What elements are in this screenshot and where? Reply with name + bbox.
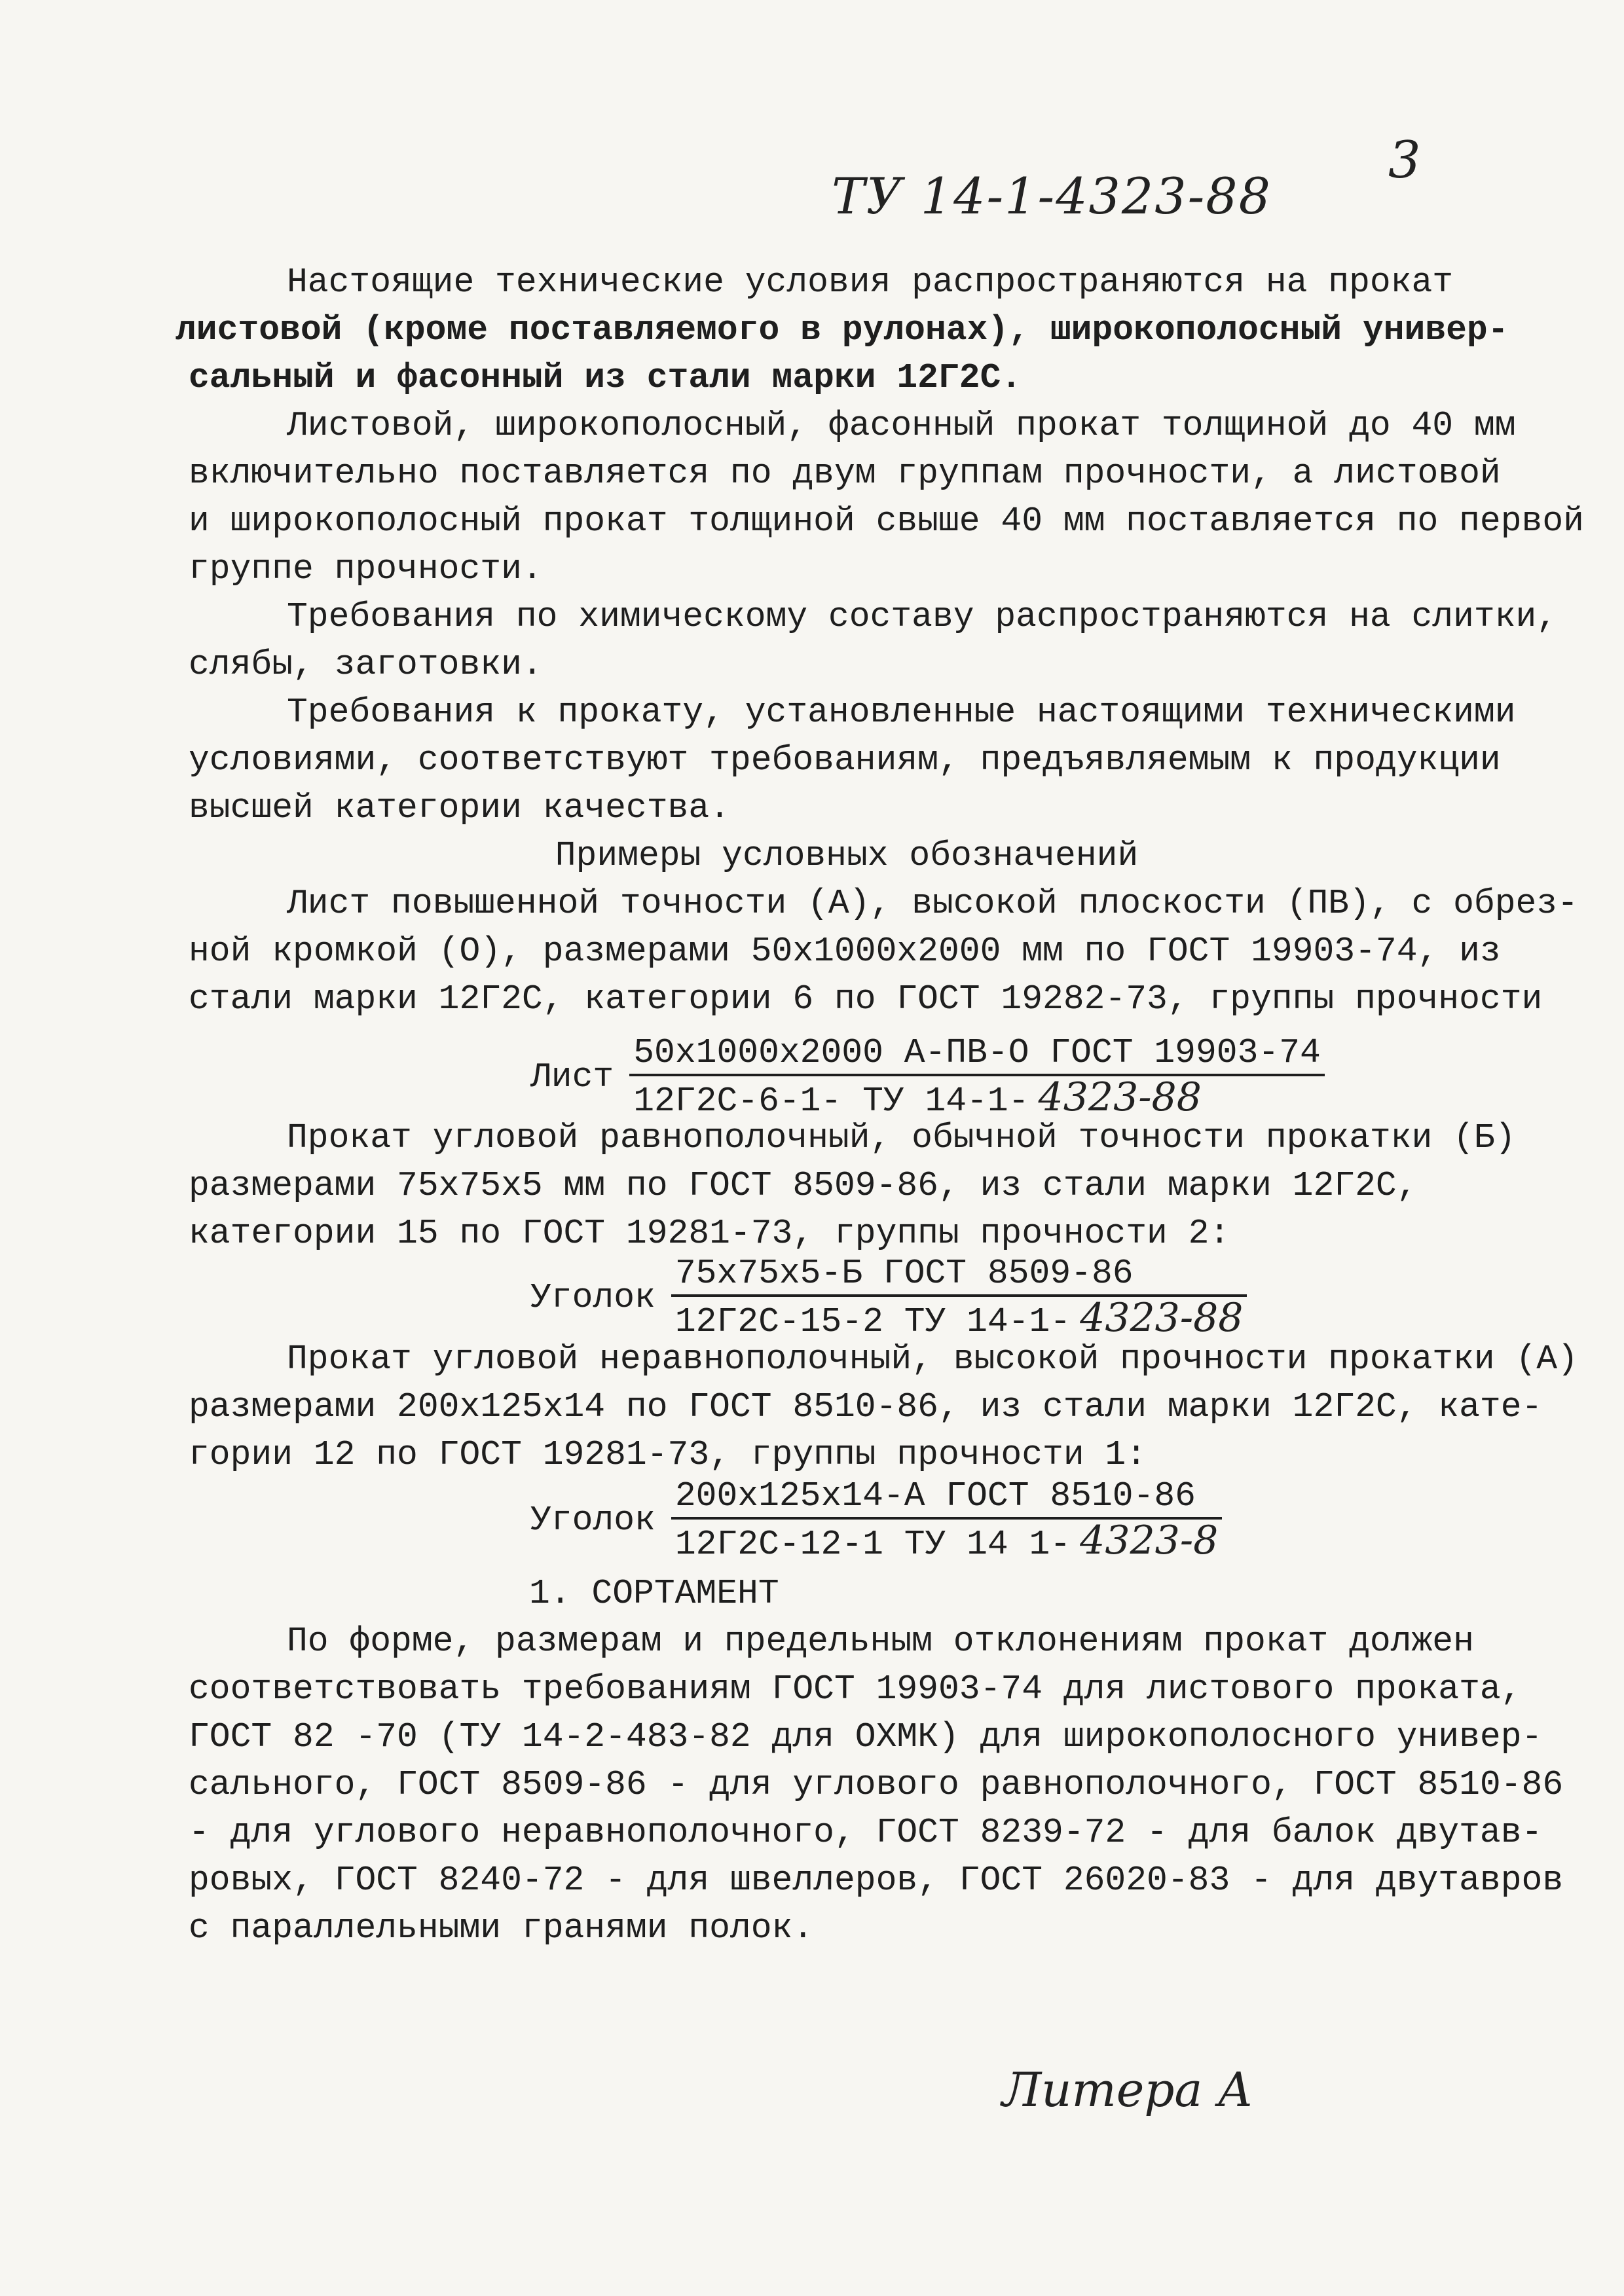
text-line: Прокат угловой неравнополочный, высокой прочности прокатки (А) — [287, 1339, 1578, 1379]
formula-word: Лист — [530, 1057, 614, 1097]
text-line: Настоящие технические условия распространяются на прокат — [287, 263, 1454, 302]
text-line: Прокат угловой равнополочный, обычной точности прокатки (Б) — [287, 1118, 1516, 1157]
formula-denominator-text: 12Г2С-12-1 ТУ 14 1- — [674, 1525, 1071, 1564]
formula-denominator — [671, 1520, 1222, 1564]
text-line: высшей категории качества. — [189, 788, 730, 828]
designation-formula-unequal-angle — [530, 1476, 1222, 1564]
handwritten-tu-number: 4323-88 — [1080, 1295, 1244, 1341]
examples-title: Примеры условных обозначений — [555, 836, 1139, 875]
text-line: включительно поставляется по двум группам прочности, а листовой — [189, 454, 1501, 493]
formula-numerator: 50х1000х2000 А-ПВ-О ГОСТ 19903-74 — [629, 1033, 1325, 1076]
handwritten-tu-number: 4323-88 — [1038, 1074, 1202, 1120]
designation-formula-sheet — [530, 1033, 1325, 1121]
text-line: соответствовать требованиям ГОСТ 19903-74 для листового проката, — [189, 1669, 1522, 1709]
text-line: Требования по химическому составу распространяются на слитки, — [287, 597, 1558, 636]
handwritten-tu-number: 4323-8 — [1080, 1518, 1219, 1563]
literal-mark: Литера А — [1002, 2062, 1253, 2117]
text-line: Листовой, широкополосный, фасонный прокат толщиной до 40 мм — [287, 406, 1516, 445]
text-line: гории 12 по ГОСТ 19281-73, группы прочности 1: — [189, 1435, 1147, 1474]
text-line: категории 15 по ГОСТ 19281-73, группы прочности 2: — [189, 1214, 1230, 1253]
text-line: листовой (кроме поставляемого в рулонах), широкополосный универ- — [175, 310, 1509, 350]
text-line: условиями, соответствуют требованиям, предъявляемым к продукции — [189, 740, 1501, 780]
formula-numerator: 75х75х5-Б ГОСТ 8509-86 — [671, 1254, 1247, 1297]
text-line: и широкополосный прокат толщиной свыше 40 мм поставляется по первой — [189, 501, 1584, 541]
text-line: ной кромкой (О), размерами 50х1000х2000 мм по ГОСТ 19903-74, из — [189, 932, 1501, 971]
text-line: - для углового неравнополочного, ГОСТ 8239-72 - для балок двутав- — [189, 1813, 1543, 1852]
formula-fraction — [671, 1254, 1247, 1341]
text-line: размерами 200х125х14 по ГОСТ 8510-86, из стали марки 12Г2С, кате- — [189, 1387, 1543, 1427]
text-line: слябы, заготовки. — [189, 645, 543, 684]
document-code-header: ТУ 14-1-4323-88 — [832, 167, 1272, 225]
text-line: Требования к прокату, установленные настоящими техническими — [287, 693, 1516, 732]
text-line: размерами 75х75х5 мм по ГОСТ 8509-86, из стали марки 12Г2С, — [189, 1166, 1418, 1205]
intro-text — [175, 259, 1584, 1023]
formula-word: Уголок — [530, 1501, 655, 1540]
text-line: сального, ГОСТ 8509-86 - для углового равнополочного, ГОСТ 8510-86 — [189, 1765, 1564, 1804]
formula-denominator-text: 12Г2С-15-2 ТУ 14-1- — [674, 1302, 1071, 1341]
page-number: 3 — [1388, 131, 1421, 190]
text-line: сальный и фасонный из стали марки 12Г2С. — [189, 358, 1022, 397]
text-line: ровых, ГОСТ 8240-72 - для швеллеров, ГОСТ 26020-83 - для двутавров — [189, 1861, 1564, 1900]
text-line: с параллельными гранями полок. — [189, 1908, 814, 1948]
text-line: стали марки 12Г2С, категории 6 по ГОСТ 19282-73, группы прочности — [189, 979, 1543, 1019]
text-line: группе прочности. — [189, 549, 543, 589]
example2-text — [189, 1114, 1516, 1258]
formula-word: Уголок — [530, 1278, 655, 1317]
section-title: 1. СОРТАМЕНТ — [529, 1574, 779, 1613]
text-line: По форме, размерам и предельным отклонениям прокат должен — [287, 1622, 1474, 1661]
formula-fraction — [629, 1033, 1325, 1121]
formula-fraction — [671, 1476, 1222, 1564]
formula-numerator: 200х125х14-А ГОСТ 8510-86 — [671, 1476, 1222, 1520]
formula-denominator-text: 12Г2С-6-1- ТУ 14-1- — [633, 1082, 1029, 1121]
text-line: ГОСТ 82 -70 (ТУ 14-2-483-82 для ОХМК) для широкополосного универ- — [189, 1717, 1543, 1757]
text-line: Лист повышенной точности (А), высокой плоскости (ПВ), с обрез- — [287, 884, 1578, 923]
example3-text — [189, 1336, 1578, 1479]
formula-denominator — [671, 1297, 1247, 1341]
section-assortment — [189, 1570, 1564, 1952]
designation-formula-equal-angle — [530, 1254, 1247, 1341]
